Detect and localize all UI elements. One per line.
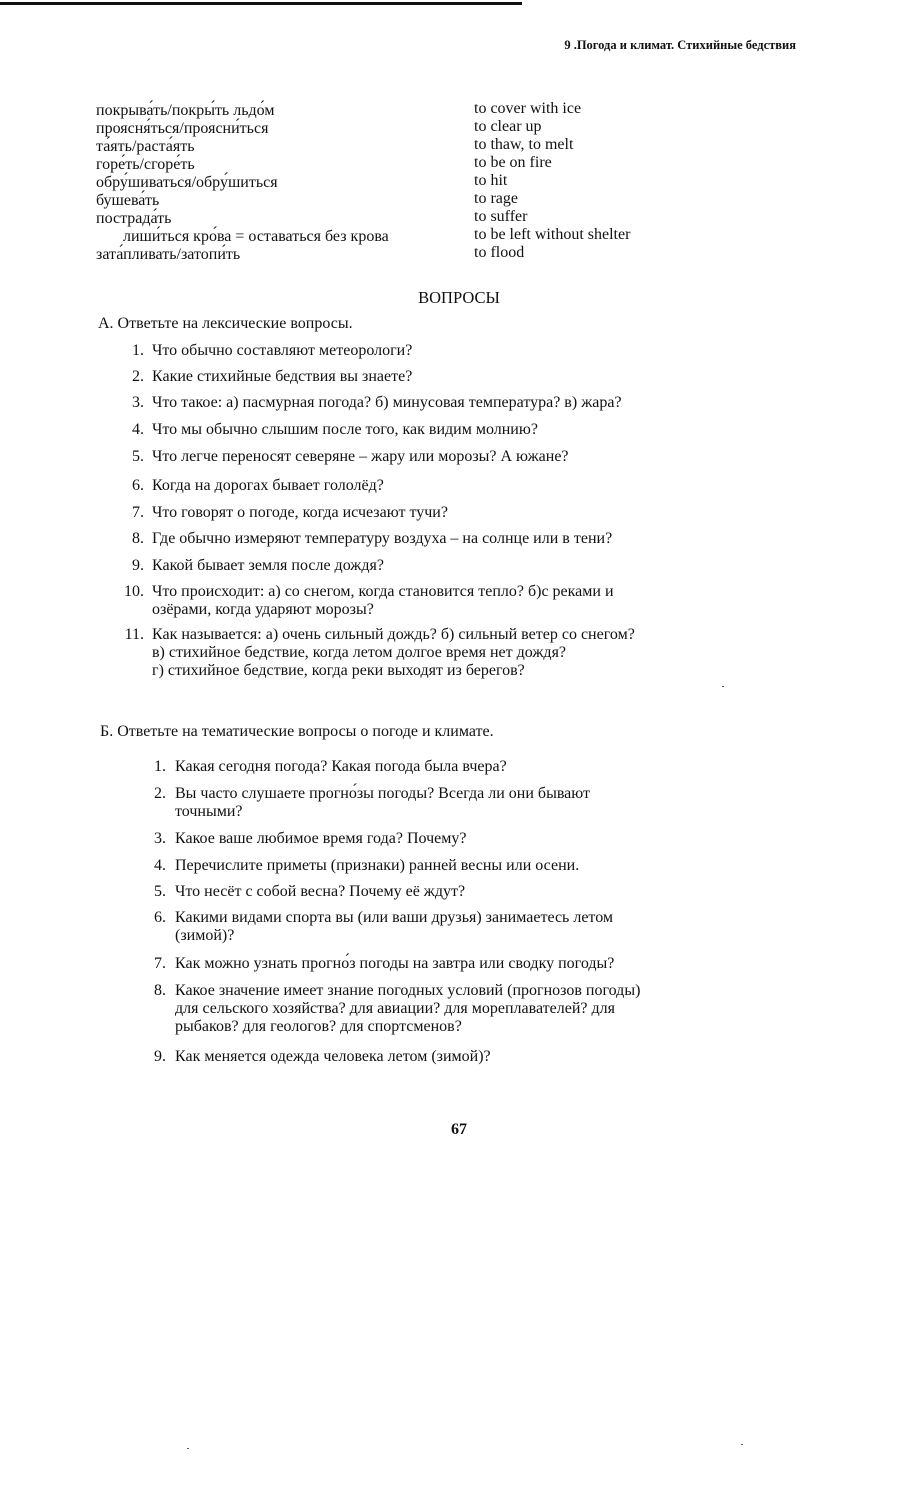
question-text-line: точными? <box>175 803 243 820</box>
question-text-line: Как можно узнать прогно́з погоды на завтра или сводку погоды? <box>175 955 615 972</box>
vocab-term-ru: та́ять/раста́ять <box>96 138 195 155</box>
question-number: 6. <box>132 477 144 494</box>
vocab-term-en: to thaw, to melt <box>474 136 574 153</box>
question-text-line: Что говорят о погоде, когда исчезают тучи? <box>152 504 448 521</box>
question-text-line: Что происходит: а) со снегом, когда становится тепло? б)с реками и <box>152 583 614 600</box>
question-text-line: Как называется: а) очень сильный дождь? б) сильный ветер со снегом? <box>152 626 635 643</box>
question-text-line: Что легче переносят северяне – жару или морозы? А южане? <box>152 448 569 465</box>
question-number: 11. <box>124 626 144 643</box>
vocab-term-en: to be on fire <box>474 154 552 171</box>
vocab-term-ru: обру́шиваться/обру́шиться <box>96 174 278 191</box>
part-b-heading: Б. Ответьте на тематические вопросы о погоде и климате. <box>100 723 494 740</box>
vocab-term-en: to rage <box>474 190 518 207</box>
vocab-term-ru: проясня́ться/проясни́ться <box>96 120 269 137</box>
vocab-term-en: to flood <box>474 244 525 261</box>
question-text-line: Что несёт с собой весна? Почему её ждут? <box>175 883 466 900</box>
running-header: 9 .Погода и климат. Стихийные бедствия <box>564 38 796 52</box>
question-text-line: Вы часто слушаете прогно́зы погоды? Всегда ли они бывают <box>175 785 590 802</box>
question-number: 2. <box>154 785 166 802</box>
vocab-term-en: to clear up <box>474 118 542 135</box>
question-text-line: Что обычно составляют метеорологи? <box>152 342 413 359</box>
vocab-term-ru: бушева́ть <box>96 192 160 209</box>
part-a-heading: А. Ответьте на лексические вопросы. <box>98 315 353 332</box>
question-text-line: Какое ваше любимое время года? Почему? <box>175 830 467 847</box>
vocab-term-en: to hit <box>474 172 508 189</box>
question-number: 3. <box>154 830 166 847</box>
question-text-line: Какие стихийные бедствия вы знаете? <box>152 368 413 385</box>
question-text-line: г) стихийное бедствие, когда реки выходят из берегов? <box>152 662 525 679</box>
question-text-line: Когда на дорогах бывает гололёд? <box>152 477 384 494</box>
question-number: 10. <box>124 583 144 600</box>
scan-top-rule <box>0 2 522 5</box>
question-number: 6. <box>154 909 166 926</box>
page-number: 67 <box>451 1121 467 1138</box>
scan-speck <box>741 1444 743 1445</box>
scan-speck <box>722 686 724 687</box>
vocab-term-ru: горе́ть/сгоре́ть <box>96 156 195 173</box>
vocab-term-en: to cover with ice <box>474 100 582 117</box>
question-text-line: рыбаков? для геологов? для спортсменов? <box>175 1018 462 1035</box>
question-text-line: Какая сегодня погода? Какая погода была вчера? <box>175 758 507 775</box>
question-number: 7. <box>132 504 144 521</box>
question-number: 9. <box>132 557 144 574</box>
question-text-line: Перечислите приметы (признаки) ранней весны или осени. <box>175 857 580 874</box>
question-number: 5. <box>132 448 144 465</box>
question-text-line: Какими видами спорта вы (или ваши друзья) занимаетесь летом <box>175 909 614 926</box>
question-number: 9. <box>154 1048 166 1065</box>
section-title: ВОПРОСЫ <box>418 288 500 307</box>
vocab-term-en: to suffer <box>474 208 528 225</box>
question-number: 3. <box>132 394 144 411</box>
vocab-term-ru: покрыва́ть/покры́ть льдо́м <box>96 102 275 119</box>
vocab-term-ru: пострада́ть <box>96 210 172 227</box>
question-text-line: Где обычно измеряют температуру воздуха – на солнце или в тени? <box>152 530 613 547</box>
question-text-line: Как меняется одежда человека летом (зимой)? <box>175 1048 491 1065</box>
question-number: 2. <box>132 368 144 385</box>
question-text-line: озёрами, когда ударяют морозы? <box>152 601 374 618</box>
vocab-term-ru: лиши́ться кро́ва = оставаться без крова <box>123 228 389 245</box>
question-text-line: Что мы обычно слышим после того, как видим молнию? <box>152 421 538 438</box>
question-text-line: (зимой)? <box>175 927 235 944</box>
question-number: 8. <box>154 982 166 999</box>
scan-speck <box>187 1448 189 1449</box>
question-number: 4. <box>154 857 166 874</box>
vocab-term-en: to be left without shelter <box>474 226 631 243</box>
vocab-term-ru: зата́пливать/затопи́ть <box>96 246 241 263</box>
question-text-line: Что такое: а) пасмурная погода? б) минусовая температура? в) жара? <box>152 394 622 411</box>
question-number: 7. <box>154 955 166 972</box>
question-text-line: в) стихийное бедствие, когда летом долгое время нет дождя? <box>152 644 567 661</box>
question-number: 1. <box>132 342 144 359</box>
question-text-line: Какой бывает земля после дождя? <box>152 557 384 574</box>
question-number: 1. <box>154 758 166 775</box>
question-text-line: для сельского хозяйства? для авиации? для мореплавателей? для <box>175 1000 615 1017</box>
question-number: 8. <box>132 530 144 547</box>
question-text-line: Какое значение имеет знание погодных условий (прогнозов погоды) <box>175 982 641 999</box>
question-number: 4. <box>132 421 144 438</box>
question-number: 5. <box>154 883 166 900</box>
